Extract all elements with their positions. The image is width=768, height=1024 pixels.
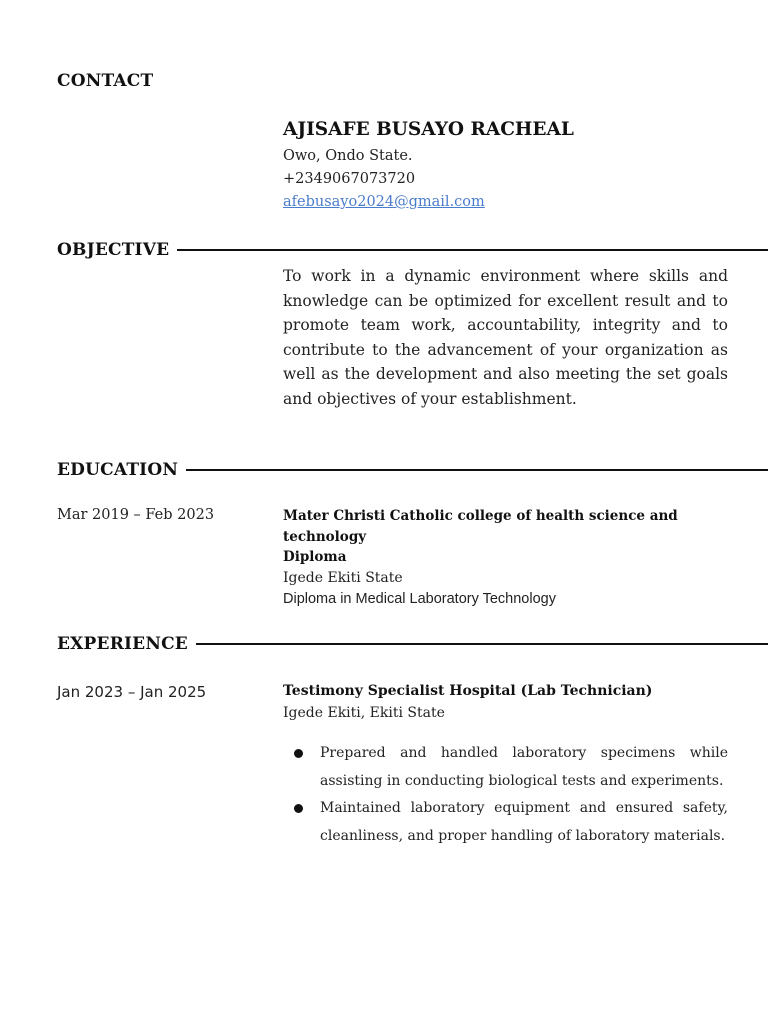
degree: Diploma	[283, 549, 347, 565]
responsibility-text: Maintained laboratory equipment and ensured safety, cleanliness, and proper handling of laboratory materials.	[320, 800, 728, 844]
responsibility-text: Prepared and handled laboratory specimens while assisting in conducting biological tests and experiments.	[320, 745, 728, 789]
candidate-name: AJISAFE BUSAYO RACHEAL	[283, 119, 574, 140]
section-divider	[177, 249, 768, 251]
objective-heading: OBJECTIVE	[57, 240, 170, 260]
contact-location: Owo, Ondo State.	[283, 148, 413, 164]
education-heading: EDUCATION	[57, 460, 179, 480]
list-item	[283, 795, 728, 850]
objective-text: To work in a dynamic environment where skills and knowledge can be optimized for excellent result and to promote team work, accountability, integrity and to contribute to the advancement of your organization as well as the development and also meeting the set goals and objectives of your establishment.	[283, 267, 728, 408]
program-name: Diploma in Medical Laboratory Technology	[283, 590, 556, 607]
experience-dates: Jan 2023 – Jan 2025	[57, 683, 207, 701]
bullet-icon	[294, 749, 303, 758]
school-location: Igede Ekiti State	[283, 569, 403, 586]
bullet-icon	[294, 804, 303, 813]
responsibilities-list	[283, 740, 728, 850]
email-link[interactable]: afebusayo2024@gmail.com	[283, 194, 485, 210]
contact-phone: +2349067073720	[283, 171, 416, 187]
list-item	[283, 740, 728, 795]
objective-section-header	[57, 240, 768, 260]
section-divider	[186, 469, 768, 471]
experience-section-header	[57, 634, 768, 654]
job-title: Testimony Specialist Hospital (Lab Technician)	[283, 683, 653, 699]
education-entry	[283, 506, 728, 610]
education-section-header	[57, 460, 768, 480]
contact-heading: CONTACT	[57, 71, 154, 91]
job-location: Igede Ekiti, Ekiti State	[283, 705, 445, 721]
education-dates: Mar 2019 – Feb 2023	[57, 507, 215, 523]
school-name-line1: Mater Christi Catholic college of health science and	[283, 508, 678, 524]
experience-heading: EXPERIENCE	[57, 634, 188, 654]
section-divider	[196, 643, 768, 645]
school-name-line2: technology	[283, 528, 367, 545]
